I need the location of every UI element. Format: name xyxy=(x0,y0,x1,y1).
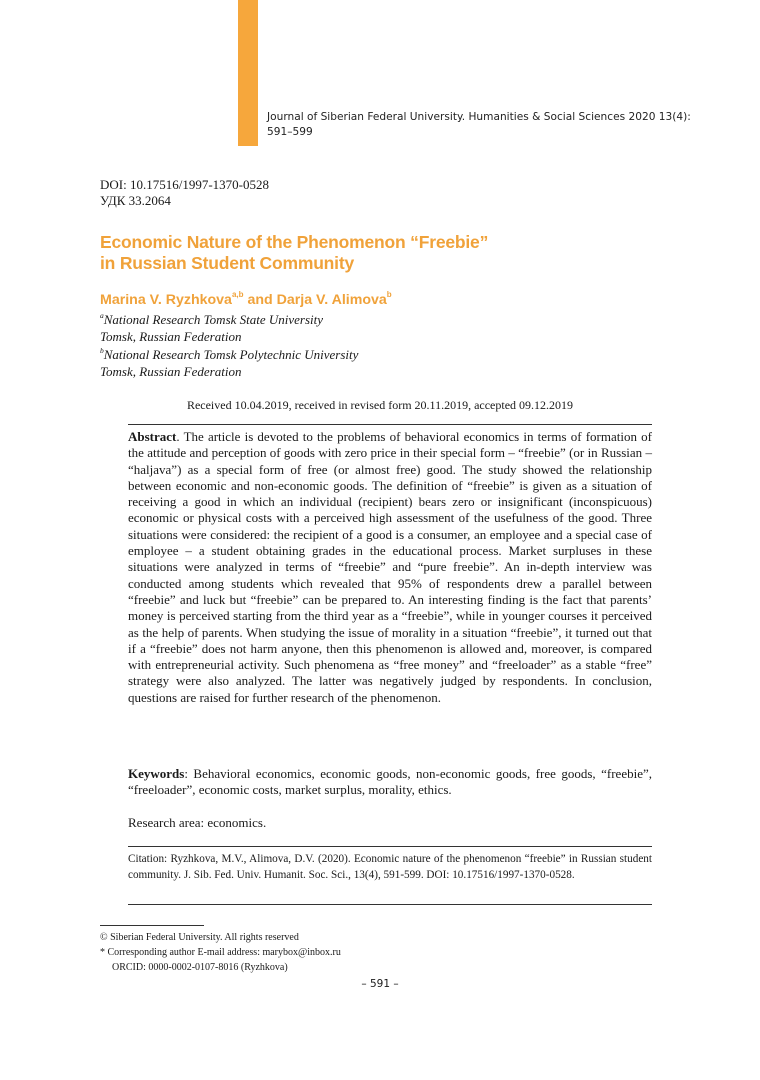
affiliations xyxy=(100,311,500,380)
author-connector: and xyxy=(243,292,277,308)
footnote-rule xyxy=(100,925,204,926)
affiliation-mark: a xyxy=(100,311,104,320)
orcid-note: ORCID: 0000-0002-0107-8016 (Ryzhkova) xyxy=(112,962,288,973)
journal-header xyxy=(267,110,707,140)
keywords-label: Keywords xyxy=(128,766,185,781)
affiliation-location: Tomsk, Russian Federation xyxy=(100,363,242,379)
page-number: – 591 – xyxy=(361,978,399,990)
journal-line-2: 591–599 xyxy=(267,126,313,138)
journal-accent-bar xyxy=(238,0,258,146)
footnotes xyxy=(100,930,520,975)
citation: Citation: Ryzhkova, M.V., Alimova, D.V. (2020). Economic nature of the phenomenon “freebie” in Russian student community. J. Sib. Fed. Univ. Humanit. Soc. Sci., 13(4), 591-599. DOI: 10.17516/1997-1370-0528. xyxy=(128,853,652,881)
author-list xyxy=(100,292,392,309)
title-line-2: in Russian Student Community xyxy=(100,253,354,273)
affiliation-mark: b xyxy=(100,345,104,355)
research-area: Research area: economics. xyxy=(128,815,267,830)
abstract-label: Abstract xyxy=(128,429,177,444)
copyright-note: © Siberian Federal University. All rights reserved xyxy=(100,932,299,943)
keywords-text: : Behavioral economics, economic goods, non-economic goods, free goods, “freebie”, “freeloader”, economic costs, market surplus, morality, ethics. xyxy=(128,766,652,798)
citation-bottom-rule xyxy=(128,904,652,905)
abstract xyxy=(128,429,652,706)
corresponding-author-note: * Corresponding author E-mail address: marybox@inbox.ru xyxy=(100,947,341,958)
received-dates: Received 10.04.2019, received in revised form 20.11.2019, accepted 09.12.2019 xyxy=(186,398,574,412)
keywords xyxy=(128,766,652,799)
author-name: Marina V. Ryzhkova xyxy=(100,292,232,308)
title-line-1: Economic Nature of the Phenomenon “Freebie” xyxy=(100,232,489,252)
affiliation-line xyxy=(100,311,500,328)
affiliation-line xyxy=(100,346,500,363)
affiliation-institution: National Research Tomsk Polytechnic University xyxy=(103,346,359,362)
journal-line-1: Journal of Siberian Federal University. Humanities & Social Sciences 2020 13(4): xyxy=(267,111,691,123)
doi: DOI: 10.17516/1997-1370-0528 xyxy=(100,177,269,192)
author-affiliation-mark: b xyxy=(386,290,392,299)
abstract-top-rule xyxy=(128,424,652,425)
citation-top-rule xyxy=(128,846,652,847)
author-affiliation-mark: a,b xyxy=(231,290,244,299)
udk-code: УДК 33.2064 xyxy=(100,193,171,208)
affiliation-location: Tomsk, Russian Federation xyxy=(100,329,242,345)
abstract-text: . The article is devoted to the problems of behavioral economics in terms of formation of the attitude and perception of goods with zero price in their special form – “freebie” (or in Russian – “haljava”) as a special form of free (or almost free) good. The study showed the relationship between economic and non-economic goods. The definition of “freebie” is given as a situation of receiving a good in which an individual (recipient) bears zero or insignificant (inconspicuous) economic or physical costs with a perceived high assessment of the usefulness of the good. Three situations were considered: the recipient of a good is a consumer, an employee and a special case of employee – a student obtaining grades in the educational process. Market surpluses in these situations were analyzed in terms of “freebie” and “pure freebie”. An in-depth interview was conducted among students which revealed that 95% of respondents drew a parallel between “freebie” and luck but “freebie” can be prepared to. An interesting finding is the fact that parents’ money is perceived starting from the third year as a “freebie”, while in younger courses it perceived as the help of parents. When studying the issue of morality in a situation “freebie”, it turned out that if a “freebie” does not harm anyone, then this phenomenon is allowed and, moreover, is compared with entrepreneurial activity. Such phenomena as “free money” and “freeloader” as a stable “free” strategy were also analyzed. The latter was negatively judged by respondents. In conclusion, questions are raised for further research of the phenomenon. xyxy=(128,429,652,705)
paper-title xyxy=(100,232,660,274)
affiliation-institution: National Research Tomsk State University xyxy=(103,312,324,327)
author-name: Darja V. Alimova xyxy=(276,292,387,308)
